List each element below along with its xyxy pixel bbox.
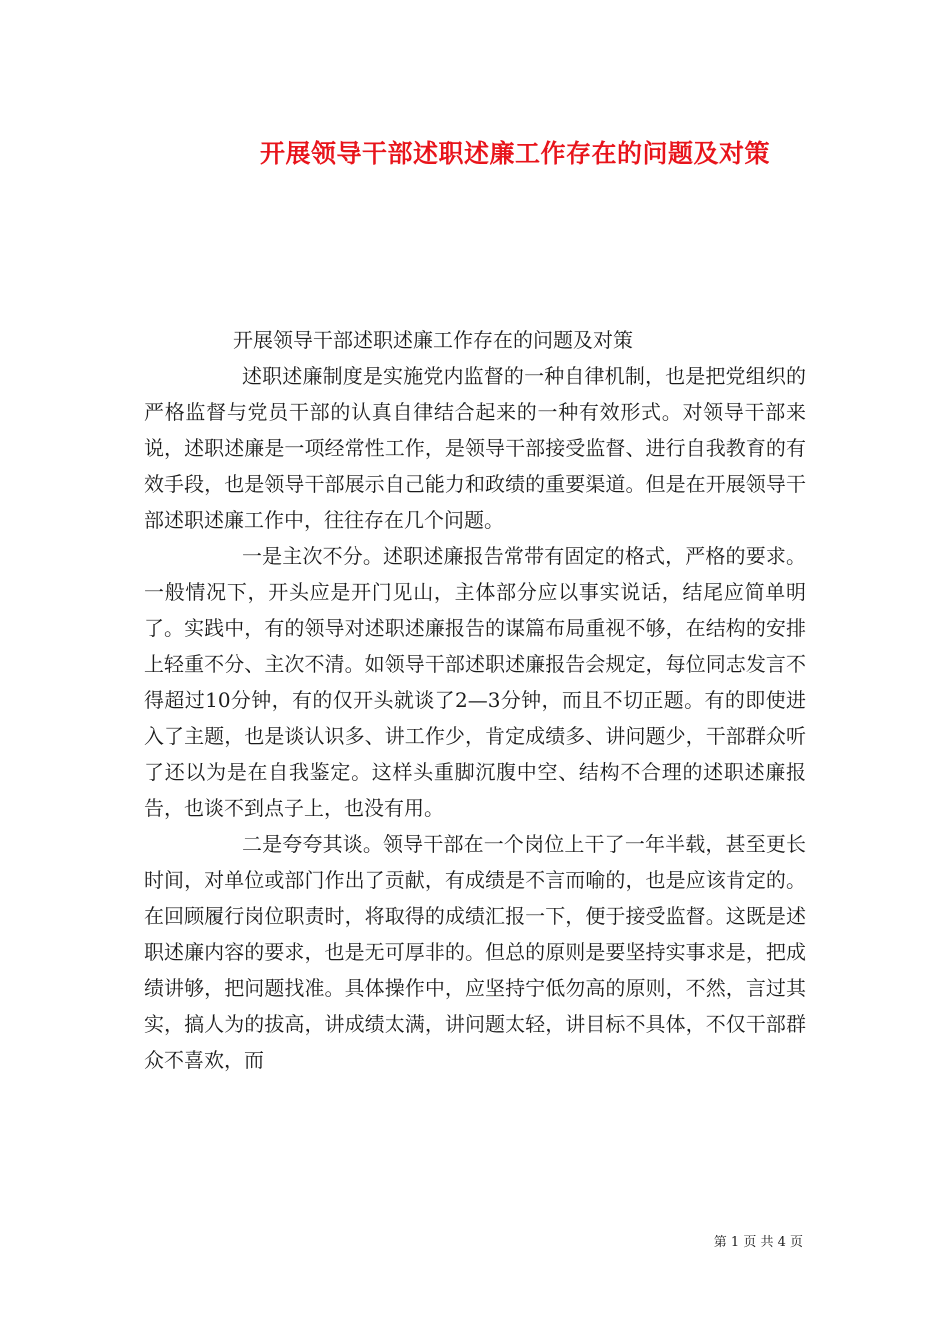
paragraph-intro: 述职述廉制度是实施党内监督的一种自律机制，也是把党组织的严格监督与党员干部的认真自律结合起来的一种有效形式。对领导干部来说，述职述廉是一项经常性工作，是领导干部接受监督、进行自我教育的有效手段，也是领导干部展示自己能力和政绩的重要渠道。但是在开展领导干部述职述廉工作中，往往存在几个问题。 bbox=[144, 364, 806, 532]
page-number-footer: 第 1 页 共 4 页 bbox=[713, 1235, 803, 1250]
document-subtitle: 开展领导干部述职述廉工作存在的问题及对策 bbox=[233, 328, 633, 352]
document-body bbox=[144, 358, 806, 1078]
paragraph-point-one: 一是主次不分。述职述廉报告常带有固定的格式，严格的要求。一般情况下，开头应是开门见山，主体部分应以事实说话，结尾应简单明了。实践中，有的领导对述职述廉报告的谋篇布局重视不够，在结构的安排上轻重不分、主次不清。如领导干部述职述廉报告会规定，每位同志发言不得超过10分钟，有的仅开头就谈了2—3分钟，而且不切正题。有的即使进入了主题，也是谈认识多、讲工作少，肯定成绩多、讲问题少，干部群众听了还以为是在自我鉴定。这样头重脚沉腹中空、结构不合理的述职述廉报告，也谈不到点子上，也没有用。 bbox=[144, 544, 806, 820]
document-title: 开展领导干部述职述廉工作存在的问题及对策 bbox=[259, 139, 770, 168]
paragraph-point-two: 二是夸夸其谈。领导干部在一个岗位上干了一年半载，甚至更长时间，对单位或部门作出了贡献，有成绩是不言而喻的，也是应该肯定的。在回顾履行岗位职责时，将取得的成绩汇报一下，便于接受监督。这既是述职述廉内容的要求，也是无可厚非的。但总的原则是要坚持实事求是，把成绩讲够，把问题找准。具体操作中，应坚持宁低勿高的原则，不然，言过其实，搞人为的拔高，讲成绩太满，讲问题太轻，讲目标不具体，不仅干部群众不喜欢，而 bbox=[144, 832, 806, 1072]
